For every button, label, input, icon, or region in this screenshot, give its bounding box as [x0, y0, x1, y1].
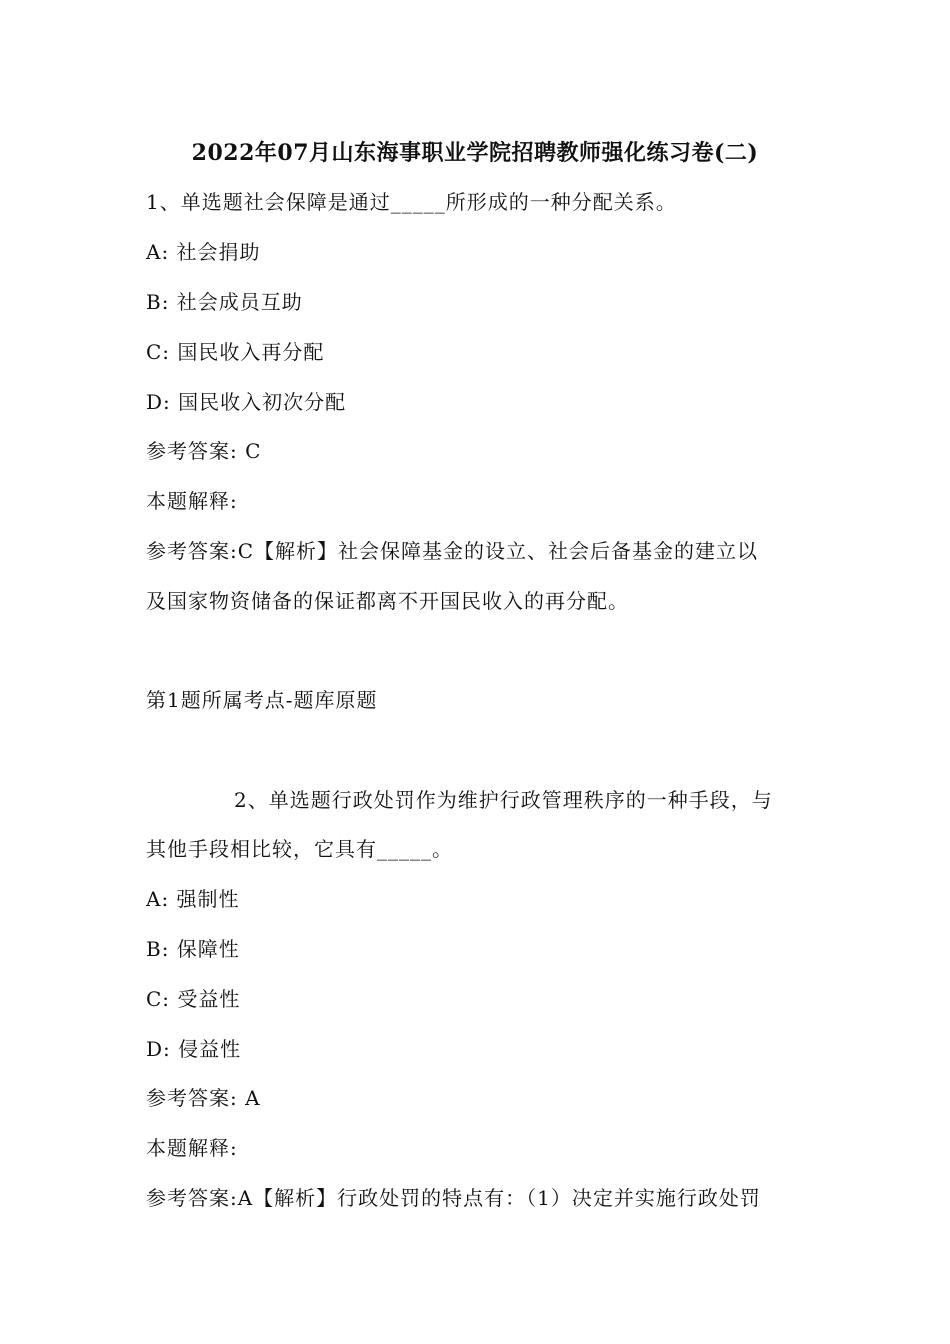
question-2-option-c: C: 受益性: [146, 987, 241, 1011]
question-1-stem: 1、单选题社会保障是通过_____所形成的一种分配关系。: [146, 190, 677, 214]
question-2-option-b: B: 保障性: [146, 937, 240, 961]
question-1-explanation-line-2: 及国家物资储备的保证都离不开国民收入的再分配。: [146, 589, 629, 613]
question-1-answer: 参考答案: C: [146, 439, 262, 463]
question-2-option-a: A: 强制性: [146, 887, 240, 911]
question-2-stem-line-2: 其他手段相比较，它具有_____。: [146, 837, 453, 861]
question-1-option-b: B: 社会成员互助: [146, 290, 303, 314]
question-2-answer: 参考答案: A: [146, 1086, 261, 1110]
question-2-option-d: D: 侵益性: [146, 1037, 242, 1061]
question-1-explanation-label: 本题解释:: [146, 489, 238, 513]
question-1-explanation-line-1: 参考答案:C【解析】社会保障基金的设立、社会后备基金的建立以: [146, 539, 759, 563]
question-2-explanation-label: 本题解释:: [146, 1136, 238, 1160]
question-1-option-d: D: 国民收入初次分配: [146, 390, 347, 414]
question-1-topic: 第1题所属考点-题库原题: [146, 688, 378, 712]
question-2-explanation-line-1: 参考答案:A【解析】行政处罚的特点有：（1）决定并实施行政处罚: [146, 1186, 761, 1210]
question-2-stem-line-1: 2、单选题行政处罚作为维护行政管理秩序的一种手段，与: [234, 788, 773, 812]
question-1-option-c: C: 国民收入再分配: [146, 340, 325, 364]
question-1-option-a: A: 社会捐助: [146, 240, 261, 264]
document-title: 2022年07月山东海事职业学院招聘教师强化练习卷(二): [191, 140, 759, 166]
